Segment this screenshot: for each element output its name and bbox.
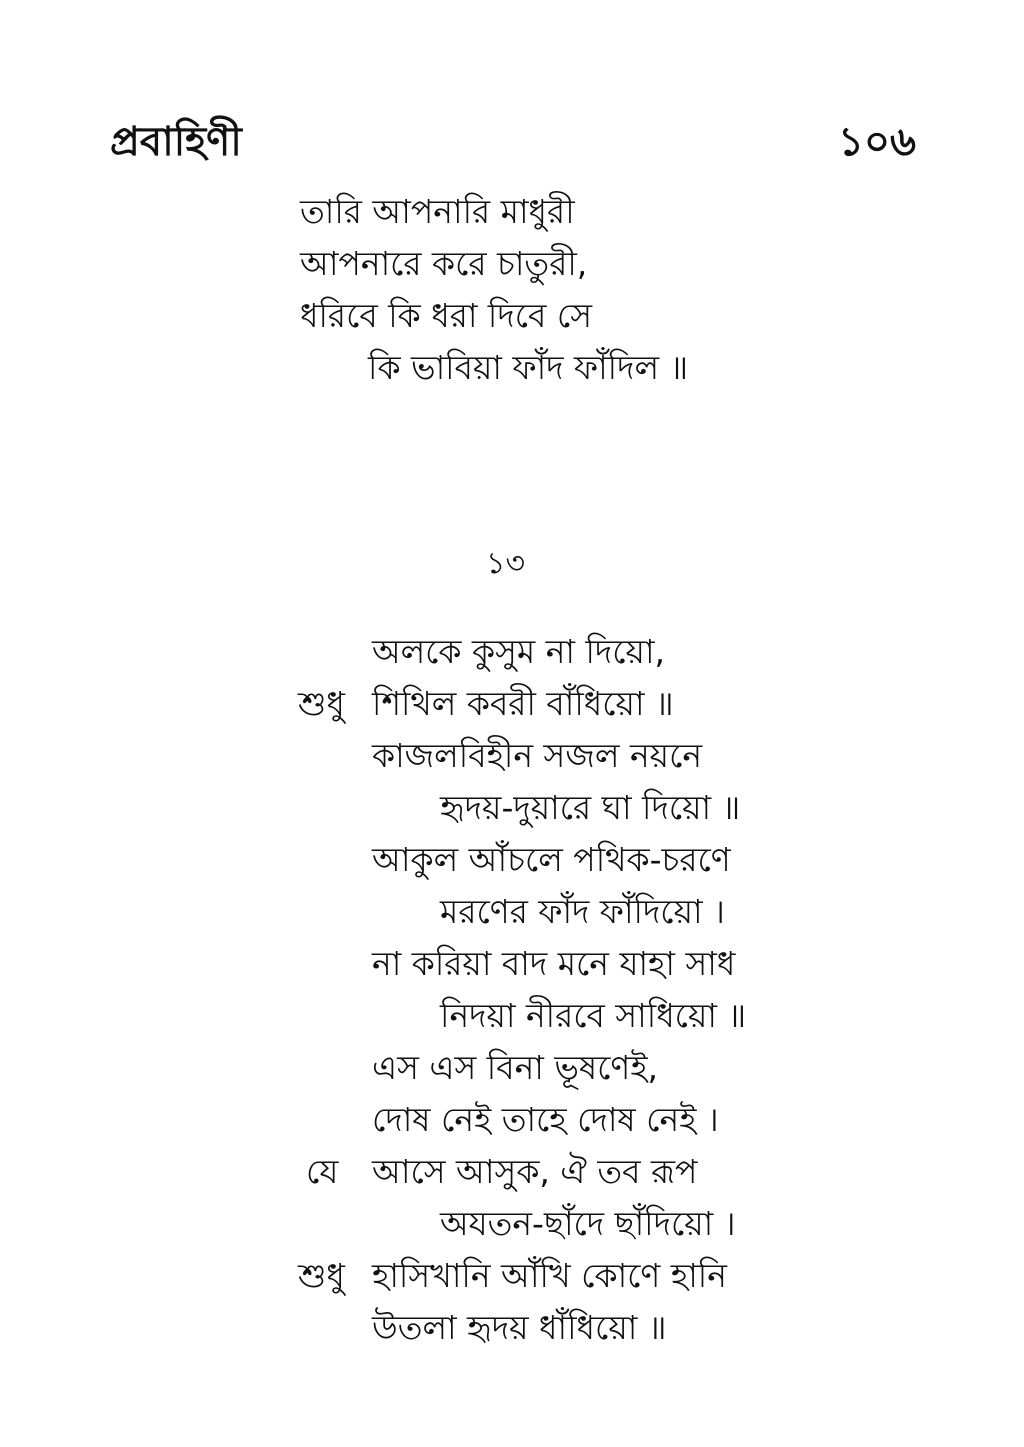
verse-line: ধরিবে কি ধরা দিবে সে (300, 296, 593, 335)
page-number: ১০৬ (838, 119, 916, 165)
verse-line: অযতন-ছাঁদে ছাঁদিয়ো । (440, 1204, 736, 1243)
verse-line: শিথিল কবরী বাঁধিয়ো ॥ (372, 684, 674, 723)
verse-line: এস এস বিনা ভূষণেই, (372, 1048, 659, 1087)
verse-line: আসে আসুক, ঐ তব রূপ (372, 1152, 698, 1191)
verse-line: তারি আপনারি মাধুরী (300, 192, 575, 231)
verse-line: উতলা হৃদয় ধাঁধিয়ো ॥ (372, 1308, 667, 1347)
poem-number: ১৩ (486, 546, 525, 581)
verse-line: হাসিখানি আঁখি কোণে হানি (372, 1256, 727, 1295)
margin-word: শুধু (298, 684, 345, 723)
verse-line: অলকে কুসুম না দিয়ো, (372, 632, 665, 671)
verse-line: আকুল আঁচলে পথিক-চরণে (372, 840, 731, 879)
verse-line: হৃদয়-দুয়ারে ঘা দিয়ো ॥ (440, 788, 741, 827)
verse-line: দোষ নেই তাহে দোষ নেই । (372, 1100, 719, 1139)
verse-line: মরণের ফাঁদ ফাঁদিয়ো । (440, 892, 725, 931)
verse-line: কি ভাবিয়া ফাঁদ ফাঁদিল ॥ (368, 348, 689, 387)
margin-word: শুধু (298, 1256, 345, 1295)
verse-line: না করিয়া বাদ মনে যাহা সাধ (372, 944, 736, 983)
margin-word: যে (306, 1152, 339, 1191)
running-title: প্রবাহিণী (110, 119, 242, 165)
verse-line: কাজলবিহীন সজল নয়নে (372, 736, 703, 775)
verse-line: আপনারে করে চাতুরী, (300, 244, 588, 283)
verse-line: নিদয়া নীরবে সাধিয়ো ॥ (440, 996, 747, 1035)
